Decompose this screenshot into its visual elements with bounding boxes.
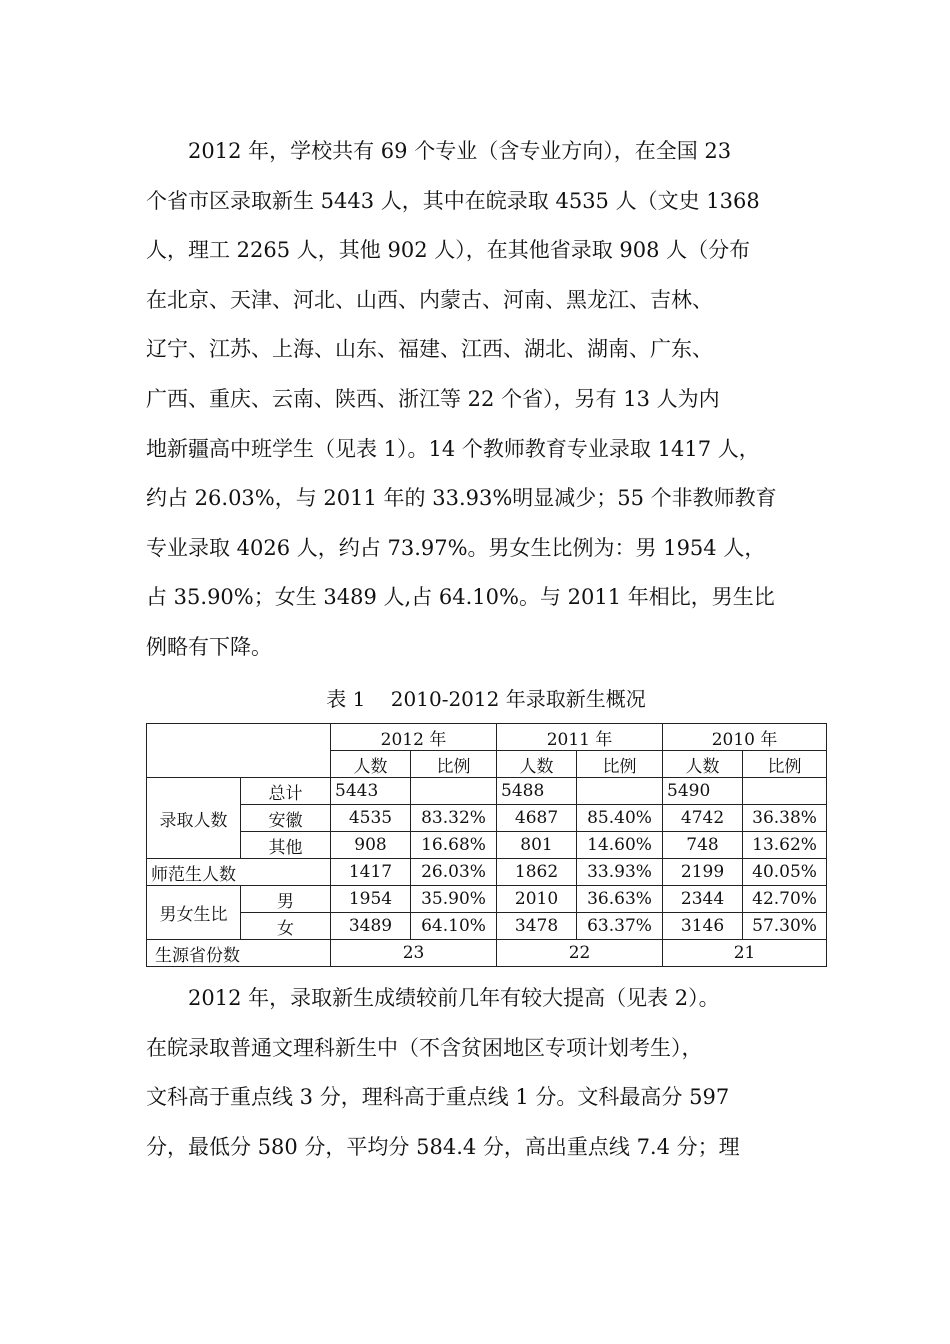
table-row [147,778,827,805]
table-cell: 2010 [497,886,577,913]
table-cell: 1954 [331,886,411,913]
table-cell: 33.93% [577,859,663,886]
row-label: 男 [241,886,331,913]
row-group-label: 生源省份数 [147,940,331,967]
subheader-count: 人数 [331,751,411,778]
table-corner-cell [147,724,331,778]
table-cell: 42.70% [743,886,827,913]
text-line: 地新疆高中班学生（见表 1）。14 个教师教育专业录取 1417 人， [146,436,760,461]
table-cell: 801 [497,832,577,859]
table-row [147,859,827,886]
row-label: 其他 [241,832,331,859]
table-cell: 4535 [331,805,411,832]
table-cell: 40.05% [743,859,827,886]
text-line: 专业录取 4026 人，约占 73.97%。男女生比例为：男 1954 人， [146,535,766,560]
table-cell: 2344 [663,886,743,913]
year-header: 2012 年 [331,724,497,751]
text-line: 人，理工 2265 人，其他 902 人），在其他省录取 908 人（分布 [146,238,751,263]
table-cell [743,778,827,805]
text-line: 约占 26.03%，与 2011 年的 33.93%明显减少；55 个非教师教育 [146,486,777,511]
paragraph-enrollment-overview [146,127,806,673]
text-line: 占 35.90%；女生 3489 人,占 64.10%。与 2011 年相比，男生比 [146,585,775,610]
table-cell: 22 [497,940,663,967]
row-group-label: 录取人数 [147,778,241,859]
table-cell: 13.62% [743,832,827,859]
text-line: 辽宁、江苏、上海、山东、福建、江西、湖北、湖南、广东、 [146,337,713,362]
table-cell: 3478 [497,913,577,940]
text-line: 广西、重庆、云南、陕西、浙江等 22 个省），另有 13 人为内 [146,386,720,411]
row-label: 总计 [241,778,331,805]
table-cell: 3489 [331,913,411,940]
table-cell: 26.03% [411,859,497,886]
text-line: 2012 年，学校共有 69 个专业（含专业方向），在全国 23 [188,139,732,163]
table-cell: 5488 [497,778,577,805]
text-line: 2012 年，录取新生成绩较前几年有较大提高（见表 2）。 [188,986,720,1010]
row-label: 女 [241,913,331,940]
text-line: 个省市区录取新生 5443 人，其中在皖录取 4535 人（文史 1368 [146,188,760,213]
row-group-label: 男女生比 [147,886,241,940]
table-row [147,832,827,859]
table-cell: 64.10% [411,913,497,940]
table-cell: 36.38% [743,805,827,832]
text-line: 例略有下降。 [146,634,272,659]
table-cell: 1417 [331,859,411,886]
table-cell: 36.63% [577,886,663,913]
enrollment-table [146,723,827,967]
table-cell: 63.37% [577,913,663,940]
table-cell: 2199 [663,859,743,886]
table-cell: 908 [331,832,411,859]
subheader-count: 人数 [497,751,577,778]
table-cell: 57.30% [743,913,827,940]
table-cell: 83.32% [411,805,497,832]
table-cell: 5490 [663,778,743,805]
text-line: 在北京、天津、河北、山西、内蒙古、河南、黑龙江、吉林、 [146,287,713,312]
subheader-ratio: 比例 [743,751,827,778]
paragraph-admission-scores [146,974,806,1172]
table-cell [411,778,497,805]
year-header: 2011 年 [497,724,663,751]
text-line: 在皖录取普通文理科新生中（不含贫困地区专项计划考生）， [146,1035,703,1060]
table-cell: 748 [663,832,743,859]
table-cell: 21 [663,940,827,967]
table-cell: 1862 [497,859,577,886]
table-row [147,940,827,967]
table-cell: 23 [331,940,497,967]
row-group-label: 师范生人数 [147,859,331,886]
table-caption: 表 1 2010-2012 年录取新生概况 [326,687,646,711]
table-cell [577,778,663,805]
table-row [147,805,827,832]
table-cell: 35.90% [411,886,497,913]
year-header: 2010 年 [663,724,827,751]
table-cell: 3146 [663,913,743,940]
table-cell: 4742 [663,805,743,832]
table-header-row-years [147,724,827,751]
table-cell: 4687 [497,805,577,832]
table-row [147,886,827,913]
subheader-ratio: 比例 [411,751,497,778]
text-line: 文科高于重点线 3 分，理科高于重点线 1 分。文科最高分 597 [146,1085,730,1110]
table-cell: 85.40% [577,805,663,832]
table-cell: 14.60% [577,832,663,859]
table-cell: 16.68% [411,832,497,859]
table-row [147,913,827,940]
subheader-ratio: 比例 [577,751,663,778]
table-cell: 5443 [331,778,411,805]
row-label: 安徽 [241,805,331,832]
text-line: 分，最低分 580 分，平均分 584.4 分，高出重点线 7.4 分；理 [146,1134,740,1159]
subheader-count: 人数 [663,751,743,778]
